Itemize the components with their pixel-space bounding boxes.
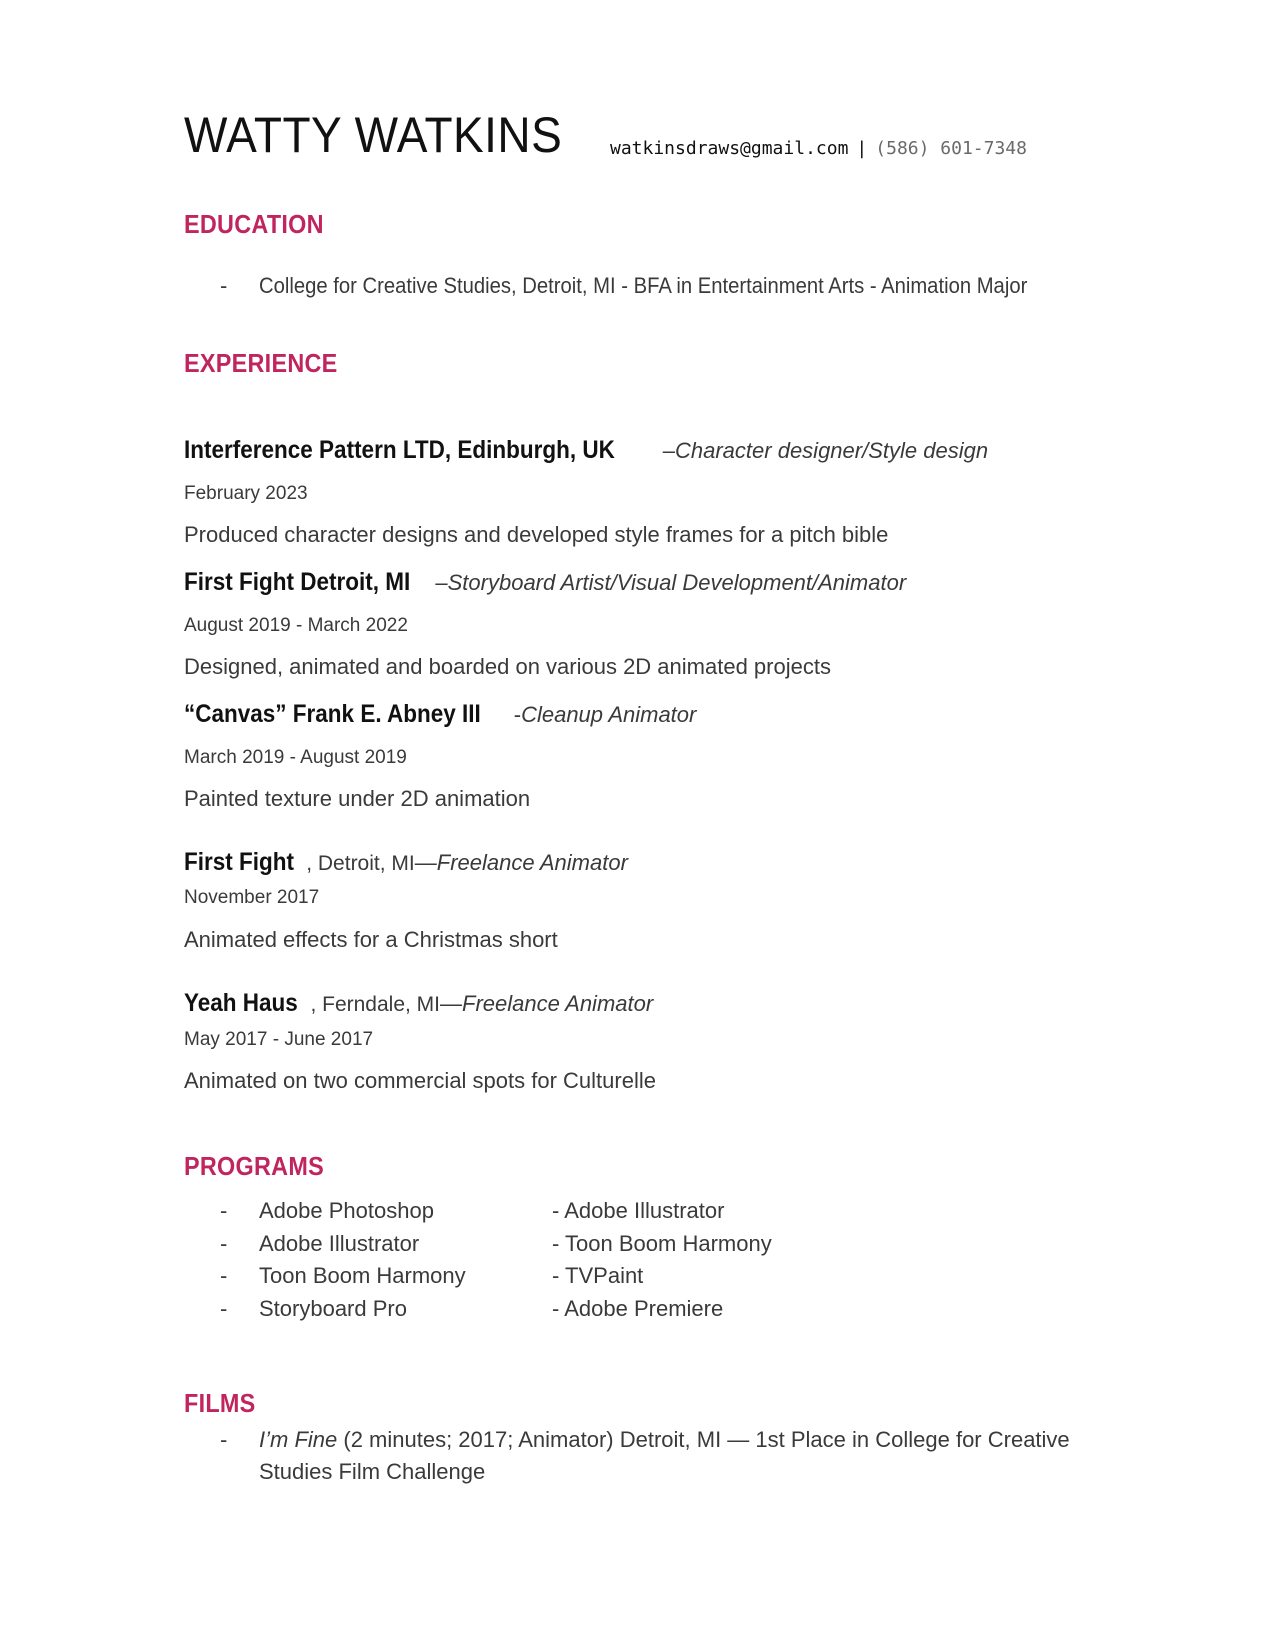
job-role: Freelance Animator: [436, 850, 628, 875]
film-details: (2 minutes; 2017; Animator) Detroit, MI — 1st Place in College for Creative Studies Film Challenge: [259, 1427, 1070, 1484]
job-title-line: [184, 988, 653, 1018]
contact-line: [610, 138, 1027, 159]
job-date: May 2017 - June 2017: [184, 1029, 374, 1050]
job-description: Designed, animated and boarded on various 2D animated projects: [184, 654, 831, 679]
job-company: First Fight: [184, 848, 294, 876]
job-role: Cleanup Animator: [521, 702, 697, 727]
job-description: Produced character designs and developed style frames for a pitch bible: [184, 522, 889, 547]
film-bullet: -: [220, 1427, 228, 1452]
phone-number: (586) 601-7348: [875, 138, 1027, 159]
education-item: College for Creative Studies, Detroit, MI - BFA in Entertainment Arts - Animation Major: [259, 273, 1028, 298]
program-bullet: -: [220, 1296, 228, 1321]
programs-heading: PROGRAMS: [184, 1151, 324, 1181]
program-bullet: -: [220, 1198, 228, 1223]
job-company: Interference Pattern LTD, Edinburgh, UK: [184, 436, 615, 464]
job-company: First Fight Detroit, MI: [184, 568, 411, 596]
job-company: Yeah Haus: [184, 989, 298, 1017]
program-item: Adobe Photoshop: [259, 1198, 434, 1223]
job-role: Storyboard Artist/Visual Development/Animator: [447, 570, 907, 595]
film-entry: [259, 1424, 1079, 1488]
job-date: August 2019 - March 2022: [184, 615, 408, 636]
film-title: I’m Fine: [259, 1427, 338, 1452]
job-location: , Ferndale, MI: [310, 993, 441, 1016]
education-bullet: -: [220, 273, 228, 298]
job-title-line: [184, 847, 628, 877]
email-link[interactable]: watkinsdraws@gmail.com: [610, 138, 849, 159]
job-description: Painted texture under 2D animation: [184, 786, 531, 811]
program-item: - Adobe Illustrator: [552, 1198, 725, 1223]
job-dash: —: [414, 850, 437, 875]
job-date: March 2019 - August 2019: [184, 747, 407, 768]
program-bullet: -: [220, 1263, 228, 1288]
job-dash: -: [513, 702, 522, 727]
films-heading: FILMS: [184, 1388, 256, 1418]
job-role: Character designer/Style design: [675, 438, 989, 463]
job-title-line: [184, 435, 988, 465]
program-item: Adobe Illustrator: [259, 1231, 420, 1256]
job-location: , Detroit, MI: [306, 852, 415, 875]
program-item: Toon Boom Harmony: [259, 1263, 466, 1288]
job-title-line: [184, 699, 696, 729]
program-bullet: -: [220, 1231, 228, 1256]
job-description: Animated effects for a Christmas short: [184, 927, 558, 952]
education-heading: EDUCATION: [184, 209, 324, 239]
program-item: - Adobe Premiere: [552, 1296, 724, 1321]
job-dash: —: [440, 991, 463, 1016]
experience-heading: EXPERIENCE: [184, 348, 338, 378]
job-description: Animated on two commercial spots for Culturelle: [184, 1068, 656, 1093]
job-company: “Canvas” Frank E. Abney III: [184, 700, 481, 728]
contact-separator: |: [856, 138, 868, 159]
job-role: Freelance Animator: [462, 991, 654, 1016]
job-dash: –: [662, 438, 675, 463]
job-date: November 2017: [184, 887, 320, 908]
job-title-line: [184, 567, 906, 597]
applicant-name: WATTY WATKINS: [184, 107, 563, 163]
program-item: - Toon Boom Harmony: [552, 1231, 772, 1256]
job-date: February 2023: [184, 483, 308, 504]
program-item: Storyboard Pro: [259, 1296, 407, 1321]
job-dash: –: [435, 570, 448, 595]
program-item: - TVPaint: [552, 1263, 644, 1288]
